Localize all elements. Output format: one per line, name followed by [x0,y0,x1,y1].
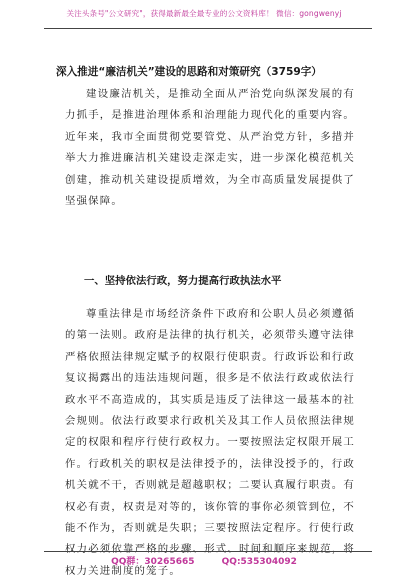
section-paragraph: 尊重法律是市场经济条件下政府和公职人员必须遵循的第一法则。政府是法律的执行机关，必须带头遵守法律严格依照法律规定赋予的权限行使职责。行政诉讼和行政复议揭露出的违法违规问题，很多是不依法行政或依法行政水平不高造成的，其实质是违反了法律这一最基本的社会规则。依法行政要求行政机关及其工作人员依照法律规定的权限和程序行使行政权力。一要按照法定权限开展工作。行政机关的职权是法律授予的，法律没授予的，行政机关就不干，否则就是超越职权；二要认真履行职责。有权必有责，权责是对等的，该你管的事你必须管到位，不能不作为，否则就是失职；三要按照法定程序。行使行政权力必须依靠严格的步骤、形式、时间和顺序来规范，将权力关进制度的笼子。 [65,308,355,577]
section-heading: 一、坚持依法行政，努力提高行政执法水平 [84,275,282,287]
header-divider [44,28,372,29]
footer-qq-group: QQ群：30265665 [111,557,195,567]
footer-qq: QQ:535304092 [221,557,297,567]
footer-divider [44,551,372,552]
document-title: 深入推进“廉洁机关”建设的思路和对策研究（3759字） [56,66,322,78]
footer-contact [0,554,408,567]
intro-paragraph: 建设廉洁机关，是推动全面从严治党向纵深发展的有力抓手，是推进治理体系和治理能力现代化的重要内容。近年来，我市全面贯彻党要管党、从严治党方针，多措并举大力推进廉洁机关建设走深走实，进一步深化模范机关创建，推动机关建设提质增效，为全市高质量发展提供了坚强保障。 [65,88,355,208]
header-banner: 关注头条号"公文研究"，获得最新最全最专业的公文资料库！ 微信：gongwenyj [66,9,342,18]
